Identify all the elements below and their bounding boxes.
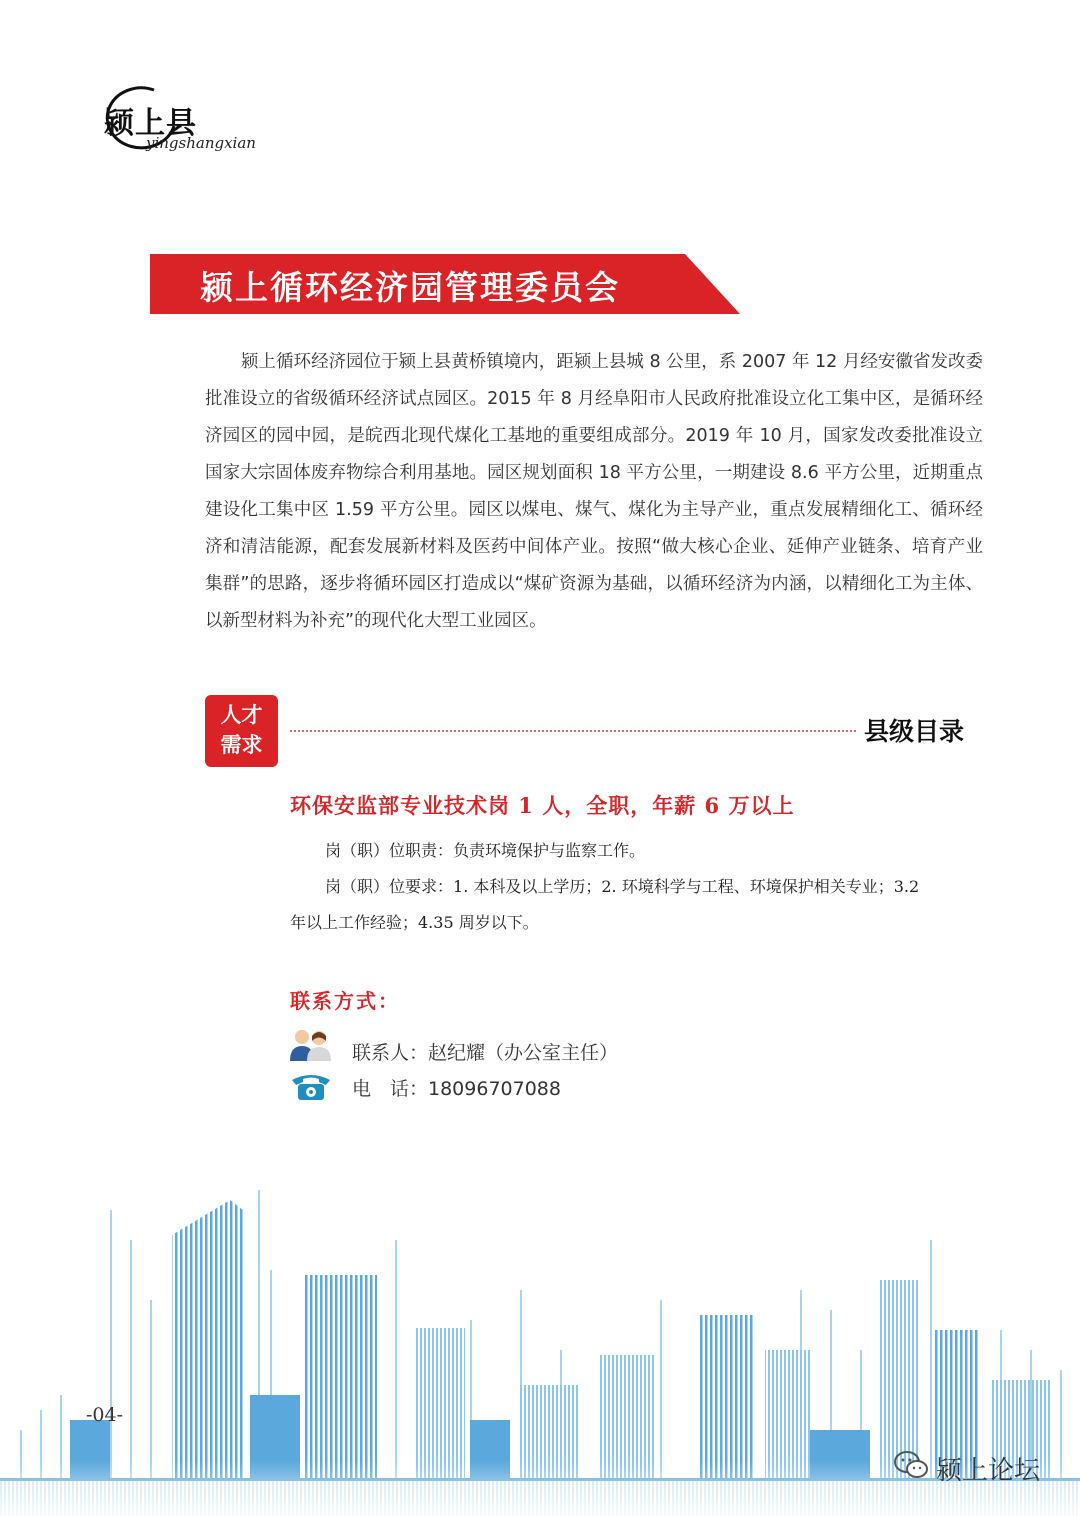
job-duty-label: 岗（职）位职责： bbox=[325, 841, 454, 860]
job-duty-value: 负责环境保护与监察工作。 bbox=[453, 841, 646, 860]
wechat-icon bbox=[893, 1450, 929, 1480]
job-requirement-value: 1. 本科及以上学历；2. 环境科学与工程、环境保护相关专业；3.2 bbox=[453, 877, 920, 896]
tag-line-1: 人才 bbox=[220, 702, 263, 727]
page-title: 颍上循环经济园管理委员会 bbox=[200, 268, 620, 307]
job-title: 环保安监部专业技术岗 1 人，全职，年薪 6 万以上 bbox=[290, 793, 795, 818]
intro-paragraph: 颍上循环经济园位于颍上县黄桥镇境内，距颍上县城 8 公里，系 2007 年 12 月经安徽省发改委批准设立的省级循环经济试点园区。2015 年 8 月经阜阳市人民政府批准设立化工集中区，是循环经济园区的园中园，是皖西北现代煤化工基地的重要组成部分。2019 年 10 月，国家发改委批准设立国家大宗固体废弃物综合利用基地。园区规划面积 18 平方公里，一期建设 8.6 平方公里，近期重点建设化工集中区 1.59 平方公里。园区以煤电、煤气、煤化为主导产业，重点发展精细化工、循环经济和清洁能源，配套发展新材料及医药中间体产业。按照“做大核心企业、延伸产业链条、培育产业集群”的思路，逐步将循环园区打造成以“煤矿资源为基础，以循环经济为内涵，以精细化工为主体、以新型材料为补充”的现代化大型工业园区。 bbox=[205, 352, 983, 631]
talent-demand-tag-text bbox=[205, 700, 278, 760]
page-number: -04- bbox=[86, 1404, 124, 1426]
job-requirement-label: 岗（职）位要求： bbox=[325, 877, 454, 896]
catalog-title: 县级目录 bbox=[864, 717, 965, 746]
logo-title: 颍上县 bbox=[104, 106, 197, 141]
job-requirement-continued: 年以上工作经验；4.35 周岁以下。 bbox=[290, 913, 539, 932]
phone-icon bbox=[290, 1070, 332, 1102]
contact-heading: 联系方式： bbox=[290, 989, 400, 1013]
tag-line-2: 需求 bbox=[220, 732, 263, 757]
job-requirement bbox=[325, 874, 919, 897]
contact-phone: 电 话：18096707088 bbox=[352, 1078, 561, 1100]
logo-pinyin: yingshangxian bbox=[146, 134, 256, 152]
contact-person: 联系人：赵纪耀（办公室主任） bbox=[352, 1042, 619, 1064]
watermark-text: 颍上论坛 bbox=[936, 1456, 1041, 1486]
contact-person-icon bbox=[288, 1027, 334, 1063]
job-duty bbox=[325, 838, 645, 861]
section-divider bbox=[290, 730, 856, 732]
